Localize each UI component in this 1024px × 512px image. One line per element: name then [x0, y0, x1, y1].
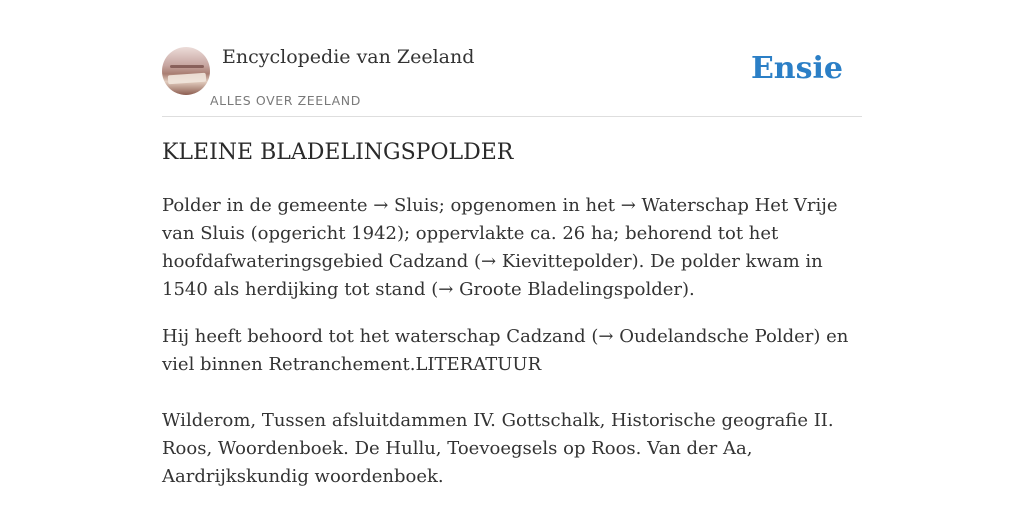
site-tagline: ALLES OVER ZEELAND: [210, 93, 361, 108]
literature-list: Wilderom, Tussen afsluitdammen IV. Gottschalk, Historische geografie II. Roos, Woordenboek. De Hullu, Toevoegsels op Roos. Van der Aa, Aardrijkskundig woordenboek.: [162, 410, 834, 487]
text: ).: [682, 279, 695, 300]
text: ). De polder kwam in 1540 als herdijking tot stand (: [162, 251, 823, 300]
ensie-logo-link[interactable]: Ensie: [750, 51, 843, 86]
literature-heading: LITERATUUR: [415, 354, 542, 375]
site-name[interactable]: Encyclopedie van Zeeland: [222, 46, 475, 68]
paragraph-1: [162, 192, 862, 304]
entry-body: [162, 192, 862, 510]
reference-link-sluis[interactable]: → Sluis: [373, 195, 439, 216]
text: ) en viel binnen Retranchement.: [162, 326, 849, 375]
text: (opgericht 1942); oppervlakte ca. 26 ha; behorend tot het hoofdafwateringsgebied Cadzand (: [162, 223, 779, 272]
reference-link-kievittepolder[interactable]: → Kievittepolder: [481, 251, 632, 272]
reference-link-waterschap[interactable]: → Waterschap Het Vrije van Sluis: [162, 195, 838, 244]
reference-link-groote-bladelingspolder[interactable]: → Groote Bladelingspolder: [438, 279, 683, 300]
avatar[interactable]: [162, 47, 210, 95]
avatar-book-shape: [168, 73, 207, 85]
text: Polder in de gemeente: [162, 195, 374, 216]
entry-title: KLEINE BLADELINGSPOLDER: [162, 140, 514, 165]
paragraph-2: [162, 323, 862, 379]
avatar-detail: [170, 65, 204, 68]
site-header: [162, 44, 862, 117]
reference-link-oudelandsche-polder[interactable]: → Oudelandsche Polder: [598, 326, 814, 347]
text: ; opgenomen in het: [438, 195, 621, 216]
text: Hij heeft behoord tot het waterschap Cadzand (: [162, 326, 599, 347]
